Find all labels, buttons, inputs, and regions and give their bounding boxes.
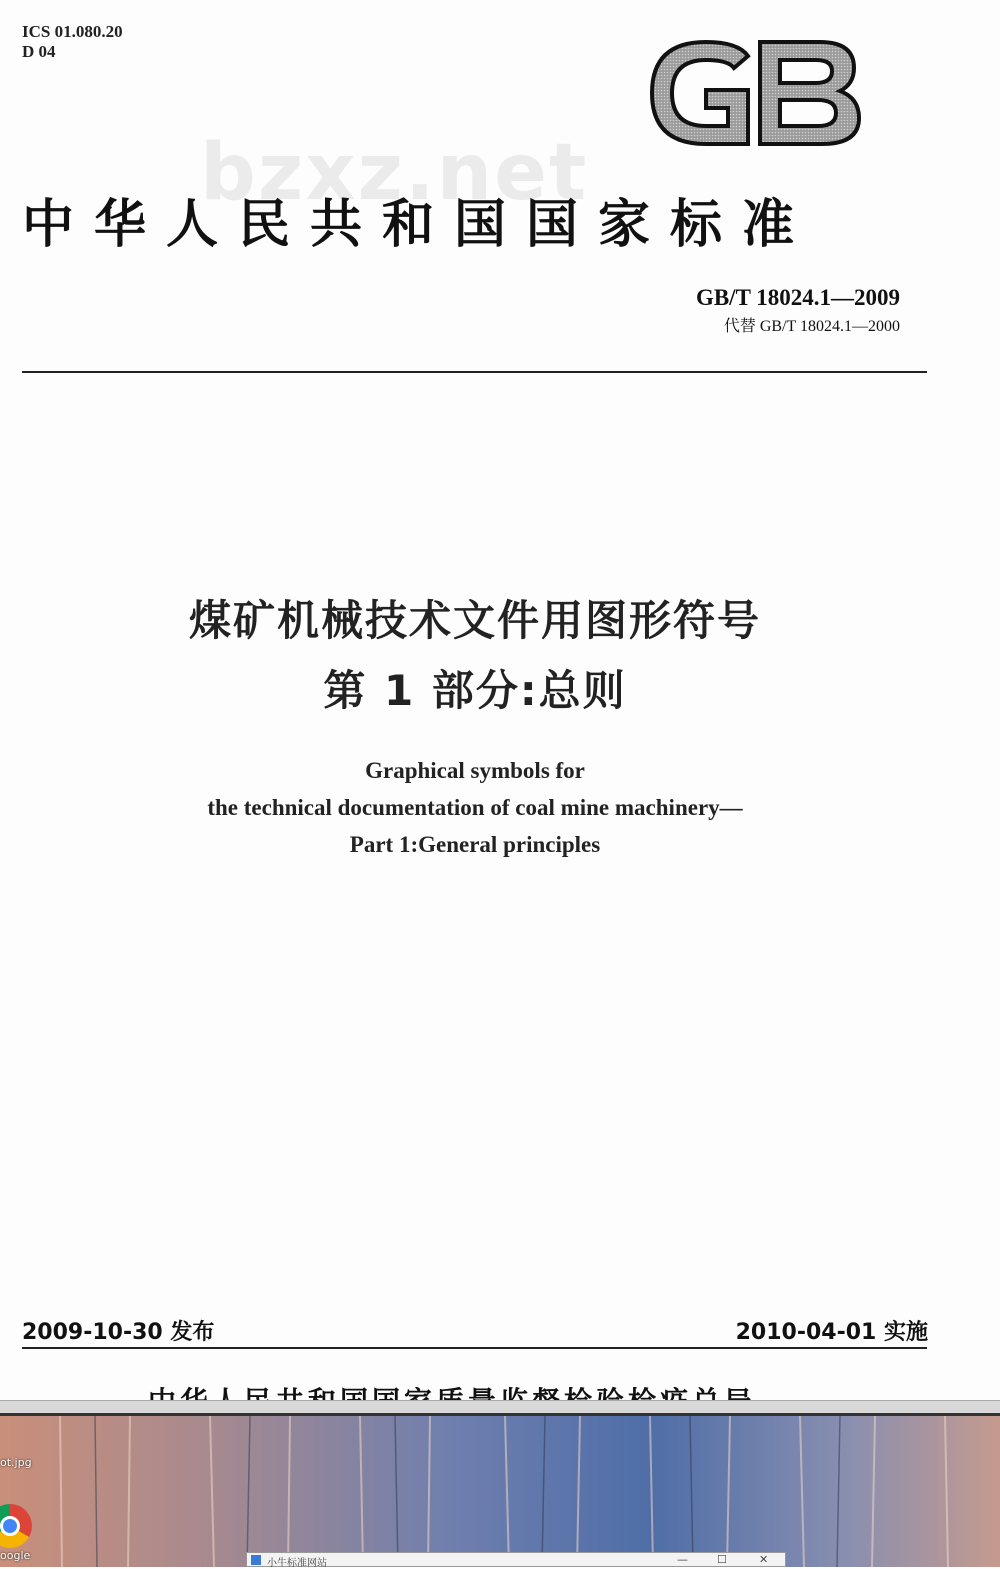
desktop-background bbox=[0, 1416, 1000, 1567]
desktop-file-label: ot.jpg bbox=[0, 1456, 32, 1469]
standard-number: GB/T 18024.1—2009 bbox=[695, 285, 900, 310]
title-en-line2: the technical documentation of coal mine machinery— bbox=[207, 795, 743, 820]
title-en-block bbox=[0, 752, 950, 863]
classification-code: D 04 bbox=[22, 42, 56, 61]
title-cn-line2: 第 1 部分:总则 bbox=[323, 666, 627, 715]
chrome-label: oogle bbox=[0, 1549, 31, 1562]
ics-code: ICS 01.080.20 bbox=[22, 22, 123, 41]
maximize-button[interactable]: ☐ bbox=[717, 1553, 727, 1566]
title-en-line1: Graphical symbols for bbox=[365, 758, 585, 783]
site-icon bbox=[251, 1555, 261, 1565]
title-en-line3: Part 1:General principles bbox=[349, 832, 601, 857]
taskbar-window[interactable] bbox=[246, 1552, 786, 1567]
gb-logo bbox=[648, 38, 863, 148]
standard-number-block bbox=[696, 285, 900, 336]
viewer-divider bbox=[0, 1400, 1000, 1416]
close-button[interactable]: ✕ bbox=[759, 1553, 769, 1566]
issue-date: 2009-10-30 发布 bbox=[22, 1320, 215, 1345]
minimize-button[interactable]: — bbox=[677, 1553, 688, 1566]
footer-rule bbox=[22, 1347, 927, 1349]
ics-code-block bbox=[22, 22, 123, 62]
header-rule bbox=[22, 371, 927, 373]
desktop-file-icon[interactable] bbox=[0, 1456, 32, 1469]
taskbar-window-title: 小牛标准网站 bbox=[267, 1558, 327, 1569]
watermark: bzxz.net bbox=[200, 128, 589, 218]
replaces-note: 代替 GB/T 18024.1—2000 bbox=[723, 318, 900, 335]
national-standard-heading: 中华人民共和国国家标准 bbox=[22, 194, 815, 255]
title-cn-line1: 煤矿机械技术文件用图形符号 bbox=[188, 596, 761, 645]
effective-date: 2010-04-01 实施 bbox=[735, 1320, 928, 1345]
